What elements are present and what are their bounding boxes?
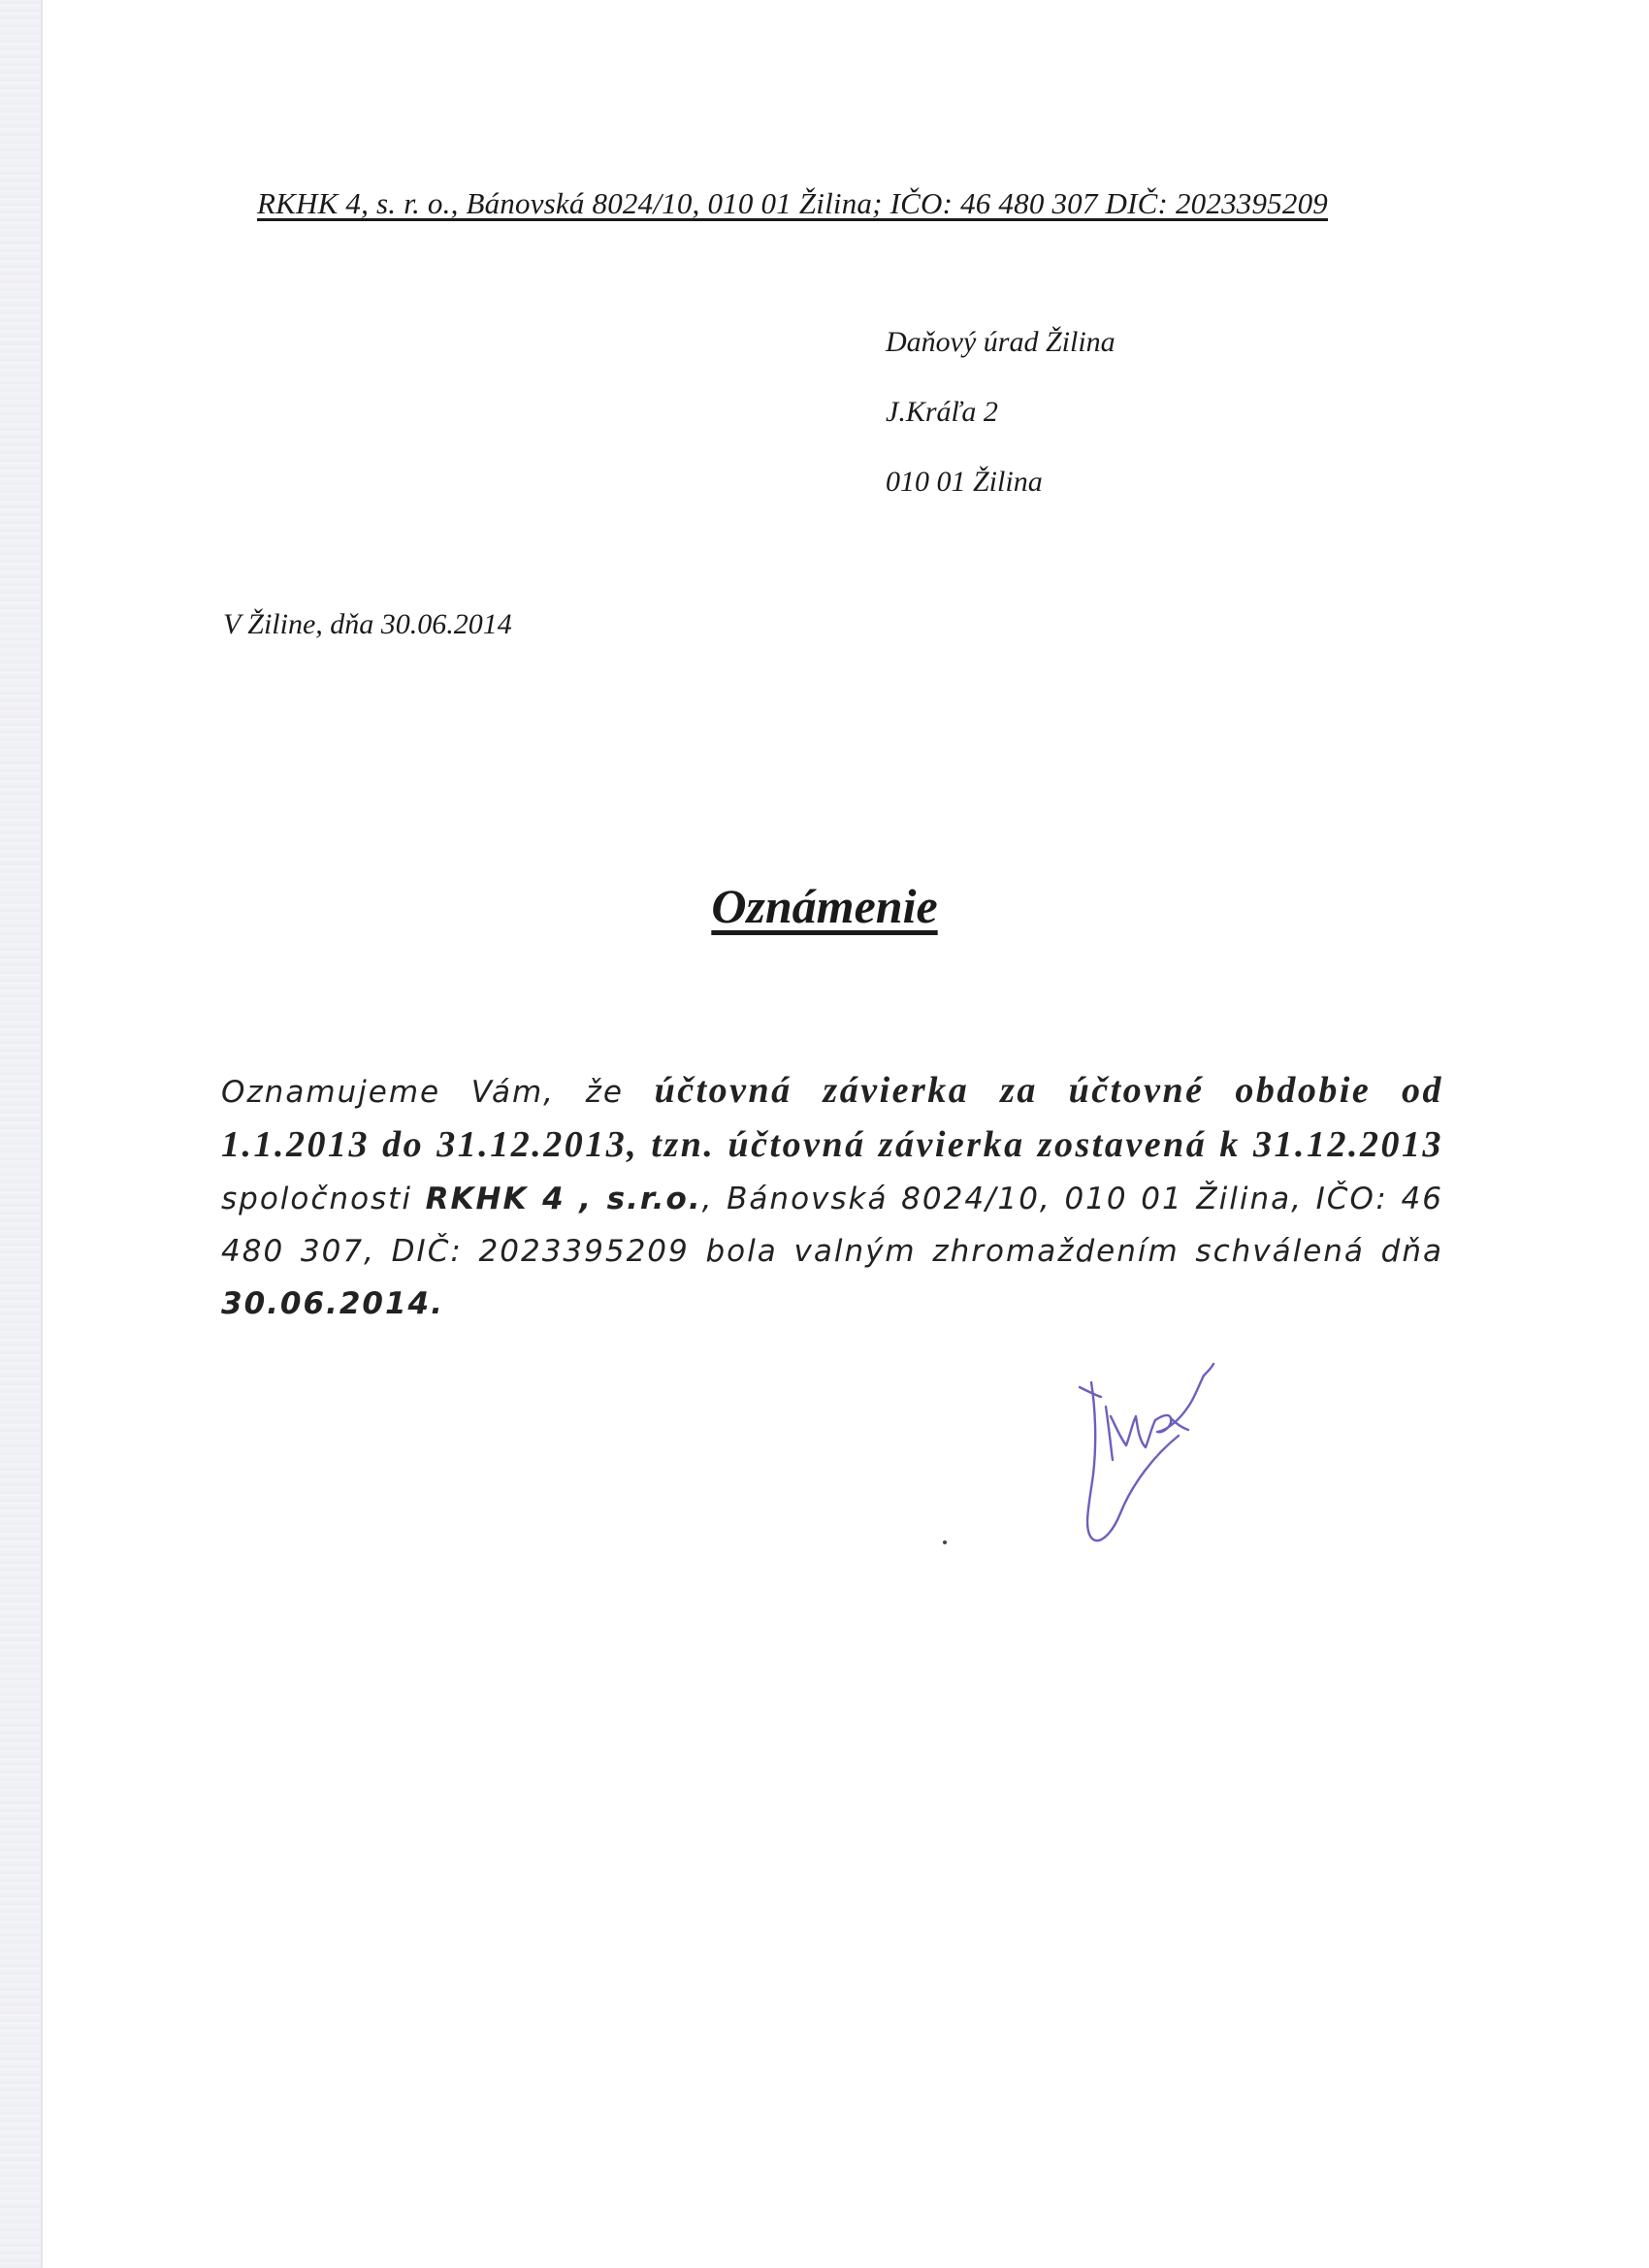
recipient-city: 010 01 Žilina	[886, 466, 1043, 498]
body-intro: Oznamujeme Vám, že	[221, 1075, 655, 1110]
recipient-street: J.Kráľa 2	[886, 396, 998, 428]
body-paragraph	[221, 1064, 1443, 1330]
body-approval-date: 30.06.2014.	[221, 1286, 444, 1321]
recipient-name: Daňový úrad Žilina	[886, 326, 1116, 358]
handwritten-signature	[1062, 1348, 1237, 1552]
stray-dot	[943, 1540, 947, 1544]
recipient-address	[886, 323, 1116, 533]
scan-edge	[0, 0, 41, 2268]
scan-edge-line	[41, 0, 43, 2268]
body-statement: účtovná závierka za účtovné obdobie od 1.1.2013 do 31.12.2013, tzn. účtovná závierka zostavená k 31.12.2013	[221, 1070, 1444, 1165]
document-title: Oznámenie	[711, 879, 938, 933]
place-date: V Žiline, dňa 30.06.2014	[223, 608, 512, 640]
body-company-details: , Bánovská 8024/10, 010 01 Žilina, IČO: 46 480 307, DIČ: 2023395209 bola valným zhromaždením schválená dňa	[221, 1182, 1443, 1269]
body-company-name: RKHK 4 , s.r.o.	[425, 1182, 702, 1216]
body-company-prefix: spoločnosti	[221, 1182, 426, 1216]
sender-header: RKHK 4, s. r. o., Bánovská 8024/10, 010 01 Žilina; IČO: 46 480 307 DIČ: 2023395209	[257, 186, 1328, 220]
